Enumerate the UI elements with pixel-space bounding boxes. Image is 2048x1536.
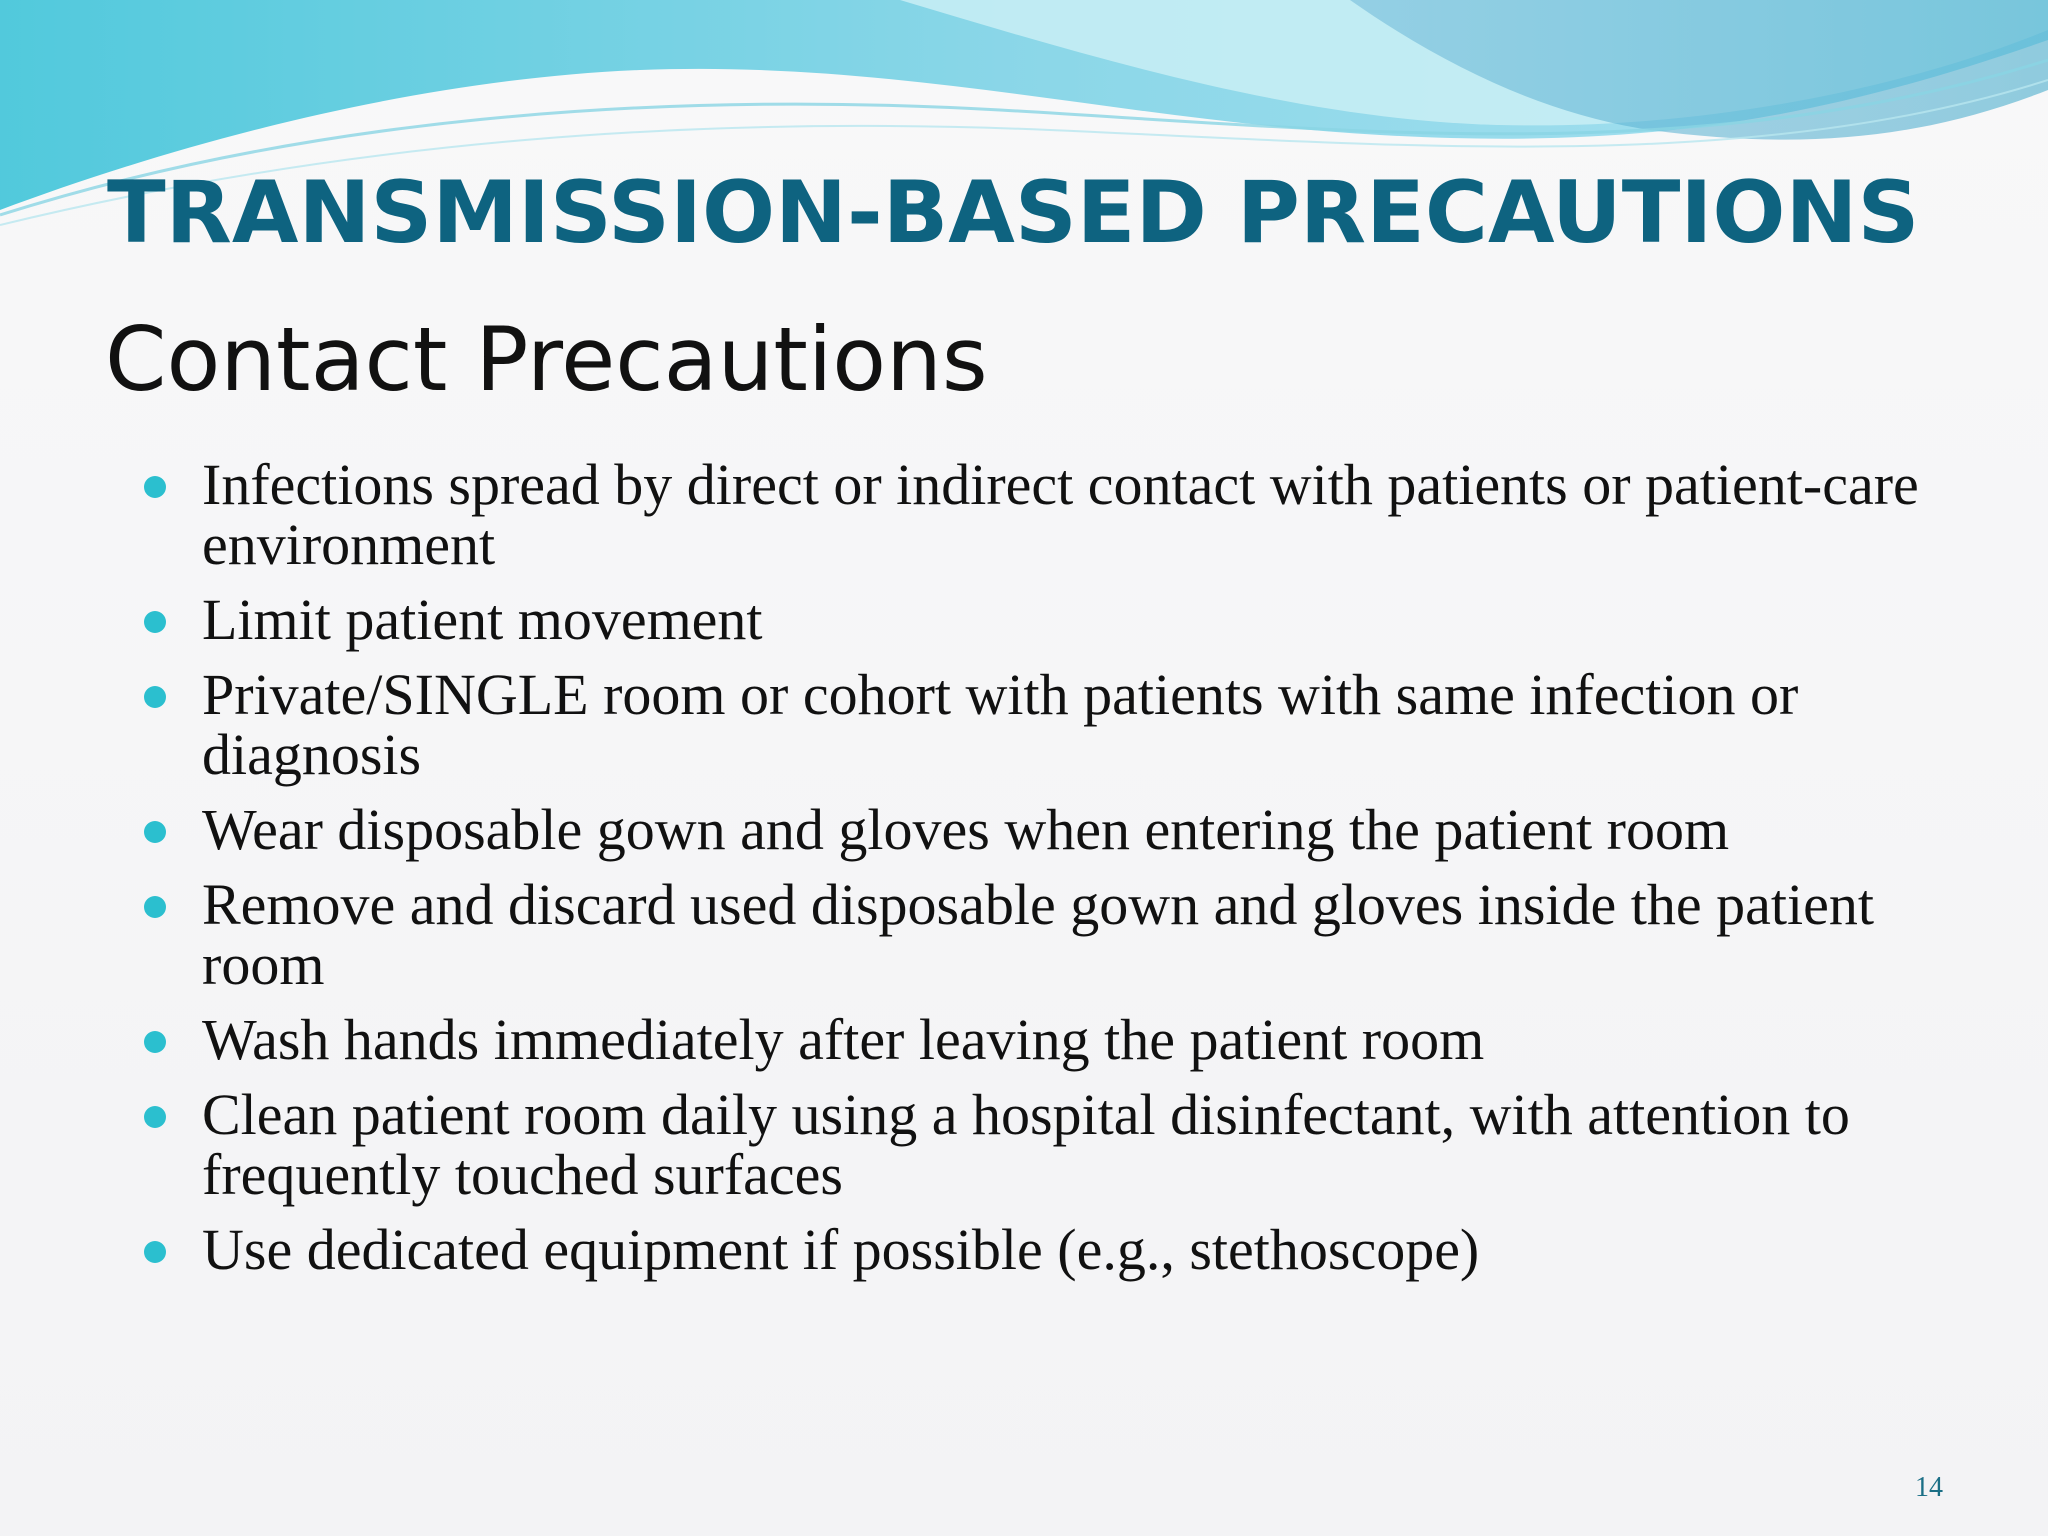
slide-number: 14 — [1915, 1472, 1943, 1503]
slide-subtitle: Contact Precautions — [105, 308, 988, 411]
bullet-text: Limit patient movement — [202, 587, 763, 652]
bullet-item — [140, 452, 1960, 577]
bullet-marker-icon — [144, 821, 166, 843]
bullet-list — [140, 452, 1960, 1295]
bullet-marker-icon — [144, 686, 166, 708]
bullet-marker-icon — [144, 1241, 166, 1263]
bullet-marker-icon — [144, 896, 166, 918]
bullet-item — [140, 797, 1960, 862]
bullet-marker-icon — [144, 1031, 166, 1053]
bullet-item — [140, 1217, 1960, 1282]
bullet-text: Wash hands immediately after leaving the patient room — [202, 1007, 1485, 1072]
bullet-item — [140, 872, 1960, 997]
bullet-marker-icon — [144, 611, 166, 633]
bullet-item — [140, 1082, 1960, 1207]
bullet-item — [140, 587, 1960, 652]
bullet-marker-icon — [144, 1106, 166, 1128]
bullet-text: Private/SINGLE room or cohort with patients with same infection or diagnosis — [202, 662, 1799, 787]
bullet-text: Wear disposable gown and gloves when entering the patient room — [202, 797, 1730, 862]
bullet-item — [140, 1007, 1960, 1072]
bullet-item — [140, 662, 1960, 787]
bullet-text: Infections spread by direct or indirect contact with patients or patient-care environment — [202, 452, 1919, 577]
bullet-text: Use dedicated equipment if possible (e.g., stethoscope) — [202, 1217, 1480, 1282]
bullet-marker-icon — [144, 476, 166, 498]
bullet-text: Remove and discard used disposable gown and gloves inside the patient room — [202, 872, 1874, 997]
bullet-text: Clean patient room daily using a hospital disinfectant, with attention to frequently touched surfaces — [202, 1082, 1850, 1207]
slide-title: TRANSMISSION-BASED PRECAUTIONS — [107, 163, 1920, 263]
